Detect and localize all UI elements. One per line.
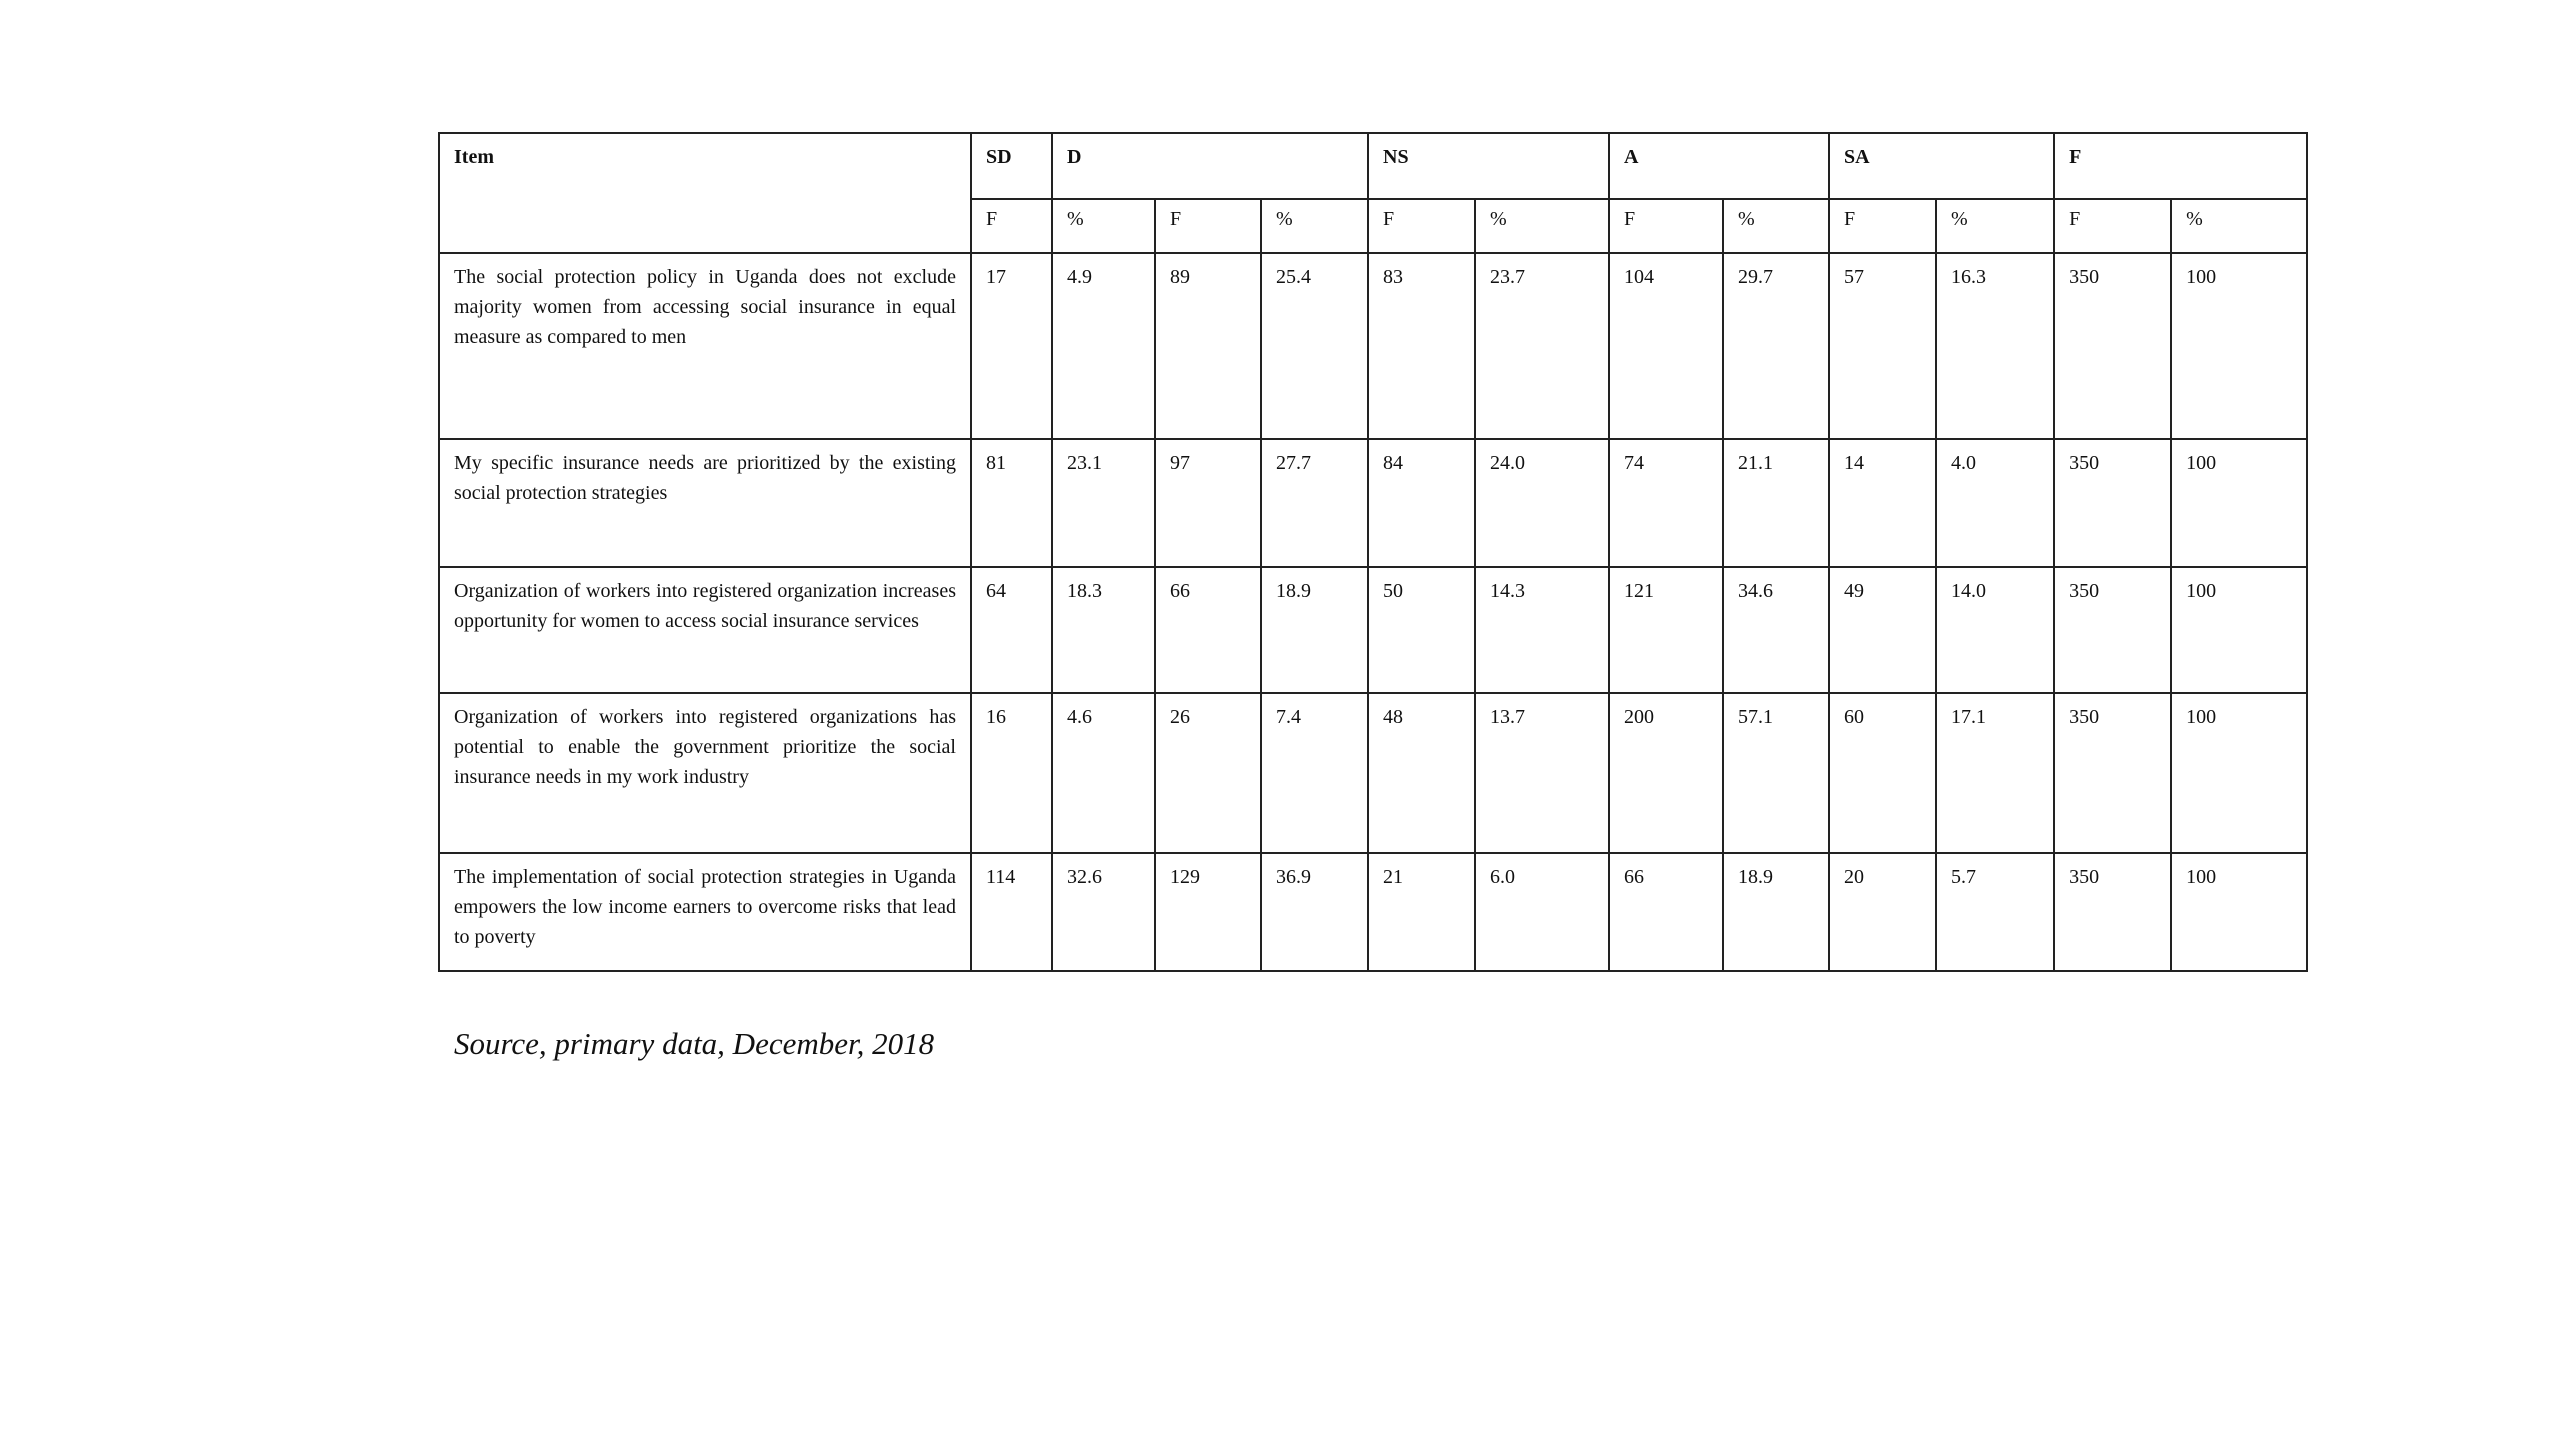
subheader-cell: F xyxy=(1155,199,1261,253)
value-cell: 18.9 xyxy=(1723,853,1829,971)
value-cell: 4.6 xyxy=(1052,693,1155,853)
value-cell: 64 xyxy=(971,567,1052,693)
value-cell: 21.1 xyxy=(1723,439,1829,567)
value-cell: 4.0 xyxy=(1936,439,2054,567)
value-cell: 18.3 xyxy=(1052,567,1155,693)
subheader-cell: % xyxy=(1052,199,1155,253)
value-cell: 7.4 xyxy=(1261,693,1368,853)
value-cell: 5.7 xyxy=(1936,853,2054,971)
value-cell: 14 xyxy=(1829,439,1936,567)
value-cell: 84 xyxy=(1368,439,1475,567)
subheader-cell: % xyxy=(2171,199,2307,253)
value-cell: 6.0 xyxy=(1475,853,1609,971)
item-text: The social protection policy in Uganda does not exclude majority women from accessing social insurance in equal measure as compared to men xyxy=(439,253,971,439)
table-row xyxy=(439,853,2307,971)
value-cell: 23.1 xyxy=(1052,439,1155,567)
value-cell: 100 xyxy=(2171,853,2307,971)
table-row xyxy=(439,253,2307,439)
value-cell: 66 xyxy=(1609,853,1723,971)
value-cell: 121 xyxy=(1609,567,1723,693)
item-text: My specific insurance needs are prioritized by the existing social protection strategies xyxy=(439,439,971,567)
value-cell: 66 xyxy=(1155,567,1261,693)
item-text: The implementation of social protection strategies in Uganda empowers the low income earners to overcome risks that lead to poverty xyxy=(439,853,971,971)
value-cell: 350 xyxy=(2054,567,2171,693)
value-cell: 100 xyxy=(2171,439,2307,567)
value-cell: 13.7 xyxy=(1475,693,1609,853)
subheader-cell: F xyxy=(1609,199,1723,253)
subheader-cell: F xyxy=(971,199,1052,253)
source-note: Source, primary data, December, 2018 xyxy=(454,1026,935,1061)
survey-table xyxy=(438,132,2308,972)
value-cell: 200 xyxy=(1609,693,1723,853)
value-cell: 16 xyxy=(971,693,1052,853)
header-a: A xyxy=(1609,133,1829,199)
header-row xyxy=(439,133,2307,199)
header-sa: SA xyxy=(1829,133,2054,199)
value-cell: 20 xyxy=(1829,853,1936,971)
value-cell: 18.9 xyxy=(1261,567,1368,693)
value-cell: 350 xyxy=(2054,693,2171,853)
value-cell: 129 xyxy=(1155,853,1261,971)
subheader-cell: % xyxy=(1936,199,2054,253)
value-cell: 48 xyxy=(1368,693,1475,853)
value-cell: 16.3 xyxy=(1936,253,2054,439)
table-row xyxy=(439,439,2307,567)
value-cell: 36.9 xyxy=(1261,853,1368,971)
value-cell: 100 xyxy=(2171,253,2307,439)
header-f: F xyxy=(2054,133,2307,199)
value-cell: 350 xyxy=(2054,253,2171,439)
header-d: D xyxy=(1052,133,1368,199)
value-cell: 17 xyxy=(971,253,1052,439)
value-cell: 23.7 xyxy=(1475,253,1609,439)
value-cell: 57 xyxy=(1829,253,1936,439)
value-cell: 100 xyxy=(2171,693,2307,853)
value-cell: 32.6 xyxy=(1052,853,1155,971)
value-cell: 100 xyxy=(2171,567,2307,693)
subheader-cell: F xyxy=(2054,199,2171,253)
value-cell: 104 xyxy=(1609,253,1723,439)
table-row xyxy=(439,567,2307,693)
value-cell: 34.6 xyxy=(1723,567,1829,693)
value-cell: 60 xyxy=(1829,693,1936,853)
subheader-cell: % xyxy=(1723,199,1829,253)
value-cell: 81 xyxy=(971,439,1052,567)
table-row xyxy=(439,693,2307,853)
value-cell: 21 xyxy=(1368,853,1475,971)
subheader-cell: F xyxy=(1829,199,1936,253)
value-cell: 25.4 xyxy=(1261,253,1368,439)
value-cell: 26 xyxy=(1155,693,1261,853)
value-cell: 27.7 xyxy=(1261,439,1368,567)
value-cell: 49 xyxy=(1829,567,1936,693)
value-cell: 350 xyxy=(2054,439,2171,567)
value-cell: 14.0 xyxy=(1936,567,2054,693)
value-cell: 57.1 xyxy=(1723,693,1829,853)
subheader-cell: % xyxy=(1261,199,1368,253)
header-ns: NS xyxy=(1368,133,1609,199)
value-cell: 350 xyxy=(2054,853,2171,971)
value-cell: 24.0 xyxy=(1475,439,1609,567)
header-item: Item xyxy=(439,133,971,253)
value-cell: 97 xyxy=(1155,439,1261,567)
value-cell: 74 xyxy=(1609,439,1723,567)
value-cell: 114 xyxy=(971,853,1052,971)
value-cell: 50 xyxy=(1368,567,1475,693)
value-cell: 29.7 xyxy=(1723,253,1829,439)
item-text: Organization of workers into registered organizations has potential to enable the government prioritize the social insurance needs in my work industry xyxy=(439,693,971,853)
item-text: Organization of workers into registered organization increases opportunity for women to access social insurance services xyxy=(439,567,971,693)
value-cell: 83 xyxy=(1368,253,1475,439)
subheader-cell: F xyxy=(1368,199,1475,253)
value-cell: 89 xyxy=(1155,253,1261,439)
value-cell: 14.3 xyxy=(1475,567,1609,693)
value-cell: 4.9 xyxy=(1052,253,1155,439)
header-sd: SD xyxy=(971,133,1052,199)
subheader-cell: % xyxy=(1475,199,1609,253)
value-cell: 17.1 xyxy=(1936,693,2054,853)
